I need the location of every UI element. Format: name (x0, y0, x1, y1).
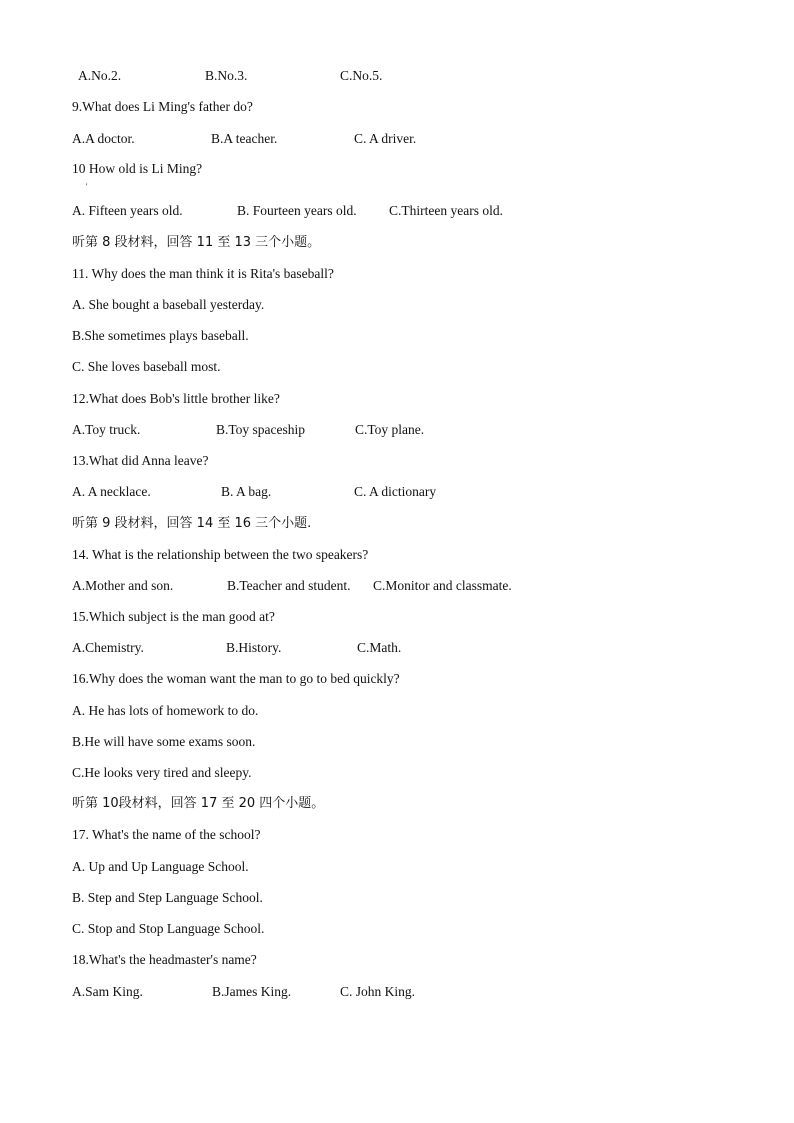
q12-option-b: B.Toy spaceship (216, 422, 306, 437)
q11-option-a: A. She bought a baseball yesterday. (72, 297, 265, 312)
q11-option-c: C. She loves baseball most. (72, 359, 221, 374)
q12-question: 12.What does Bob's little brother like? (72, 391, 280, 406)
q9-option-a: A.A doctor. (72, 131, 135, 146)
q13-option-a: A. A necklace. (72, 484, 151, 499)
q10-option-b: B. Fourteen years old. (237, 203, 357, 218)
q13-option-c: C. A dictionary (354, 484, 437, 499)
q10-option-c: C.Thirteen years old. (389, 203, 503, 218)
q9-option-c: C. A driver. (354, 131, 417, 146)
q8-option-a: A.No.2. (78, 68, 122, 83)
q15-option-c: C.Math. (357, 640, 402, 655)
section-10-instruction: 听第 10段材料，回答 17 至 20 四个小题。 (72, 796, 325, 811)
q16-option-b: B.He will have some exams soon. (72, 734, 256, 749)
q8-option-c: C.No.5. (340, 68, 383, 83)
q14-option-c: C.Monitor and classmate. (373, 578, 512, 593)
q18-option-c: C. John King. (340, 984, 416, 999)
q17-option-a: A. Up and Up Language School. (72, 859, 249, 874)
q18-question: 18.What's the headmaster's name? (72, 952, 257, 967)
q15-option-b: B.History. (226, 640, 282, 655)
q10-option-a: A. Fifteen years old. (72, 203, 183, 218)
q14-question: 14. What is the relationship between the two speakers? (72, 547, 369, 562)
q9-option-b: B.A teacher. (211, 131, 278, 146)
q10-question: 10 How old is Li Ming? (72, 161, 203, 176)
q13-option-b: B. A bag. (221, 484, 272, 499)
q11-question: 11. Why does the man think it is Rita's baseball? (72, 266, 334, 281)
q18-option-b: B.James King. (212, 984, 292, 999)
q9-question: 9.What does Li Ming's father do? (72, 99, 253, 114)
q18-option-a: A.Sam King. (72, 984, 143, 999)
q16-option-c: C.He looks very tired and sleepy. (72, 765, 252, 780)
q17-option-b: B. Step and Step Language School. (72, 890, 263, 905)
q15-question: 15.Which subject is the man good at? (72, 609, 275, 624)
q16-question: 16.Why does the woman want the man to go to bed quickly? (72, 671, 400, 686)
q17-option-c: C. Stop and Stop Language School. (72, 921, 265, 936)
section-9-instruction: 听第 9 段材料，回答 14 至 16 三个小题. (72, 516, 312, 531)
q12-option-c: C.Toy plane. (355, 422, 425, 437)
q16-option-a: A. He has lots of homework to do. (72, 703, 259, 718)
q8-option-b: B.No.3. (205, 68, 248, 83)
q12-option-a: A.Toy truck. (72, 422, 141, 437)
q10-stray-mark: ' (86, 182, 88, 191)
q17-question: 17. What's the name of the school? (72, 827, 261, 842)
q14-option-b: B.Teacher and student. (227, 578, 351, 593)
q14-option-a: A.Mother and son. (72, 578, 174, 593)
q15-option-a: A.Chemistry. (72, 640, 144, 655)
q11-option-b: B.She sometimes plays baseball. (72, 328, 249, 343)
q13-question: 13.What did Anna leave? (72, 453, 209, 468)
section-8-instruction: 听第 8 段材料，回答 11 至 13 三个小题。 (72, 235, 321, 250)
